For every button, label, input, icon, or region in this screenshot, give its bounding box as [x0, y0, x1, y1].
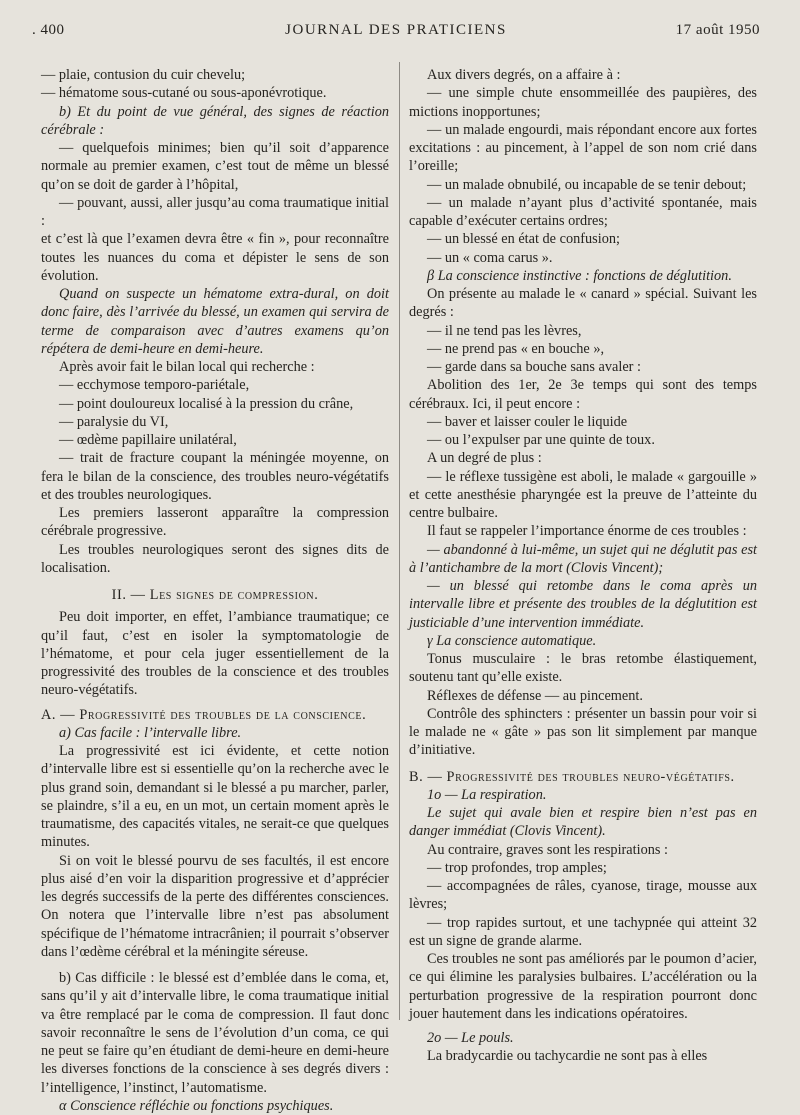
list-item: — un malade engourdi, mais répondant encore aux fortes excitations : au pincement, à l’appel de son nom crié dans l’oreille; [409, 121, 757, 175]
paragraph: Le sujet qui avale bien et respire bien n’est pas en danger immédiat (Clovis Vincent). [409, 805, 757, 840]
list-item: — ne prend pas « en bouche », [427, 340, 605, 357]
paragraph: et c’est là que l’examen devra être « fin », pour reconnaître toutes les nuances du coma et dépister le sens de son évolution. [41, 231, 389, 284]
paragraph: — hématome sous-cutané ou sous-aponévrotique. [41, 85, 327, 102]
list-item: — ecchymose temporo-pariétale, [59, 377, 250, 394]
paragraph: — plaie, contusion du cuir chevelu; [41, 67, 246, 83]
list-item: — il ne tend pas les lèvres, [427, 322, 582, 339]
subheading: 2o — Le pouls. [427, 1030, 514, 1046]
right-column [409, 66, 757, 1066]
list-item: — trop profondes, trop amples; [427, 859, 607, 876]
paragraph: Ces troubles ne sont pas améliorés par le poumon d’acier, ce qui élimine les paralysies bulbaires. L’accélération ou la perturbation progressive de la respiration pourront donc jouer hautement dans les indications opératoires. [409, 951, 757, 1022]
paragraph: Réflexes de défense — au pincement. [427, 687, 643, 704]
list-item: — un blessé qui retombe dans le coma après un intervalle libre et présente des troubles de la déglutition est justiciable d’une intervention immédiate. [409, 578, 757, 631]
section-heading: B. — Progressivité des troubles neuro-végétatifs. [409, 768, 735, 785]
subheading: a) Cas facile : l’intervalle libre. [59, 724, 242, 741]
list-item: — un malade obnubilé, ou incapable de se tenir debout; [427, 176, 747, 193]
paragraph: La progressivité est ici évidente, et cette notion d’intervalle libre est si essentielle qu’on la recherche avec le plus grand soin, demandant si le blessé a pu marcher, parler, se plaindre, s’il a eu, en un mot, un certain moment après le traumatisme, des capacités vitales, ne serait-ce que quelques minutes. [41, 743, 389, 851]
paragraph: Après avoir fait le bilan local qui recherche : [59, 359, 315, 375]
list-item: — garde dans sa bouche sans avaler : [427, 359, 641, 375]
section-heading: II. — Les signes de compression. [111, 587, 319, 603]
paragraph: Si on voit le blessé pourvu de ses facultés, il est encore plus aisé d’en voir la disparition progressive et d’apprécier les degrés successifs de la perte des différentes consciences. On notera que l’intervalle libre n’est pas absolument spécifique de l’hématome intracrânien; il pourrait s’observer dans l’œdème cérébral et la méningite séreuse. [41, 852, 389, 960]
column-divider [399, 62, 400, 1020]
paragraph: On présente au malade le « canard » spécial. Suivant les degrés : [409, 286, 757, 321]
list-item: — accompagnées de râles, cyanose, tirage, mousse aux lèvres; [409, 878, 757, 913]
list-item: — le réflexe tussigène est aboli, le malade « gargouille » et cette anesthésie pharyngée est la preuve de l’atteinte du centre bulbaire. [409, 468, 757, 521]
list-item: — un malade n’ayant plus d’activité spontanée, mais capable d’exécuter certains ordres; [409, 194, 757, 229]
list-item: — œdème papillaire unilatéral, [59, 432, 237, 448]
subheading: β La conscience instinctive : fonctions de déglutition. [427, 267, 732, 284]
subheading: γ La conscience automatique. [427, 632, 597, 649]
paragraph: Tonus musculaire : le bras retombe élastiquement, soutenu tant qu’elle existe. [409, 651, 757, 686]
list-item: — ou l’expulser par une quinte de toux. [427, 432, 655, 448]
section-heading: A. — Progressivité des troubles de la conscience. [41, 706, 367, 723]
paragraph: Aux divers degrés, on a affaire à : [427, 67, 621, 83]
list-item: — un « coma carus ». [427, 249, 553, 266]
paragraph: Les troubles neurologiques seront des signes dits de localisation. [41, 541, 389, 576]
paragraph: — quelquefois minimes; bien qu’il soit d’apparence normale au premier examen, c’est tout de même un blessé qu’on se doit de garder à l’hôpital, [41, 140, 389, 193]
paragraph: b) Cas difficile : le blessé est d’emblée dans le coma, et, sans qu’il y ait d’intervalle libre, le coma traumatique initial va être remplacé par le coma de compression. Il faut donc savoir reconnaître le sens de l’évolution d’un coma, ce qui ne peut se faire qu’en étudiant de demi-heure en demi-heure les diverses fonctions de la conscience à ses degrés divers : l’intelligence, l’instinct, l’automatisme. [41, 970, 389, 1096]
list-item: — abandonné à lui-même, un sujet qui ne déglutit pas est à l’antichambre de la mort (Clovis Vincent); [409, 541, 757, 576]
list-item: — trop rapides surtout, et une tachypnée qui atteint 32 est un signe de grande alarme. [409, 914, 757, 949]
paragraph: Contrôle des sphincters : présenter un bassin pour voir si le malade ne « gâte » pas son lit simplement par manque d’initiative. [409, 705, 757, 759]
list-item: — paralysie du VI, [59, 413, 169, 430]
paragraph: Au contraire, graves sont les respirations : [427, 841, 668, 858]
paragraph: — pouvant, aussi, aller jusqu’au coma traumatique initial : [41, 194, 389, 229]
page-header [32, 22, 760, 44]
journal-title: JOURNAL DES PRATICIENS [285, 22, 507, 38]
list-item: — un blessé en état de confusion; [427, 231, 620, 248]
paragraph: A un degré de plus : [427, 450, 542, 467]
list-item: — point douloureux localisé à la pression du crâne, [59, 395, 354, 412]
paragraph: La bradycardie ou tachycardie ne sont pas à elles [427, 1048, 708, 1065]
list-item: — baver et laisser couler le liquide [427, 413, 628, 430]
subheading: 1o — La respiration. [427, 786, 547, 803]
page-number: . 400 [32, 22, 65, 38]
subheading: b) Et du point de vue général, des signes de réaction cérébrale : [41, 103, 389, 138]
paragraph: Peu doit importer, en effet, l’ambiance traumatique; ce qu’il faut, c’est en isoler la symptomatologie de l’hématome, et pour cela juger essentiellement de la progressivité des troubles de la conscience et des troubles neuro-végétatifs. [41, 609, 389, 699]
list-item: — trait de fracture coupant la méningée moyenne, on fera le bilan de la conscience, des troubles neuro-végétatifs et des troubles neurologiques. [41, 450, 389, 503]
left-column [41, 66, 389, 1115]
paragraph: Abolition des 1er, 2e 3e temps qui sont des temps cérébraux. Ici, il peut encore : [409, 377, 757, 412]
paragraph: Quand on suspecte un hématome extra-dural, on doit donc faire, dès l’arrivée du blessé, un examen qui servira de terme de comparaison avec d’autres examens qu’on répétera de demi-heure en demi-heure. [41, 286, 389, 357]
issue-date: 17 août 1950 [675, 22, 760, 38]
paragraph: Il faut se rappeler l’importance énorme de ces troubles : [427, 523, 747, 540]
subheading: α Conscience réfléchie ou fonctions psychiques. [59, 1097, 334, 1114]
list-item: — une simple chute ensommeillée des paupières, des mictions inopportunes; [409, 85, 757, 120]
paragraph: Les premiers lasseront apparaître la compression cérébrale progressive. [41, 505, 389, 540]
